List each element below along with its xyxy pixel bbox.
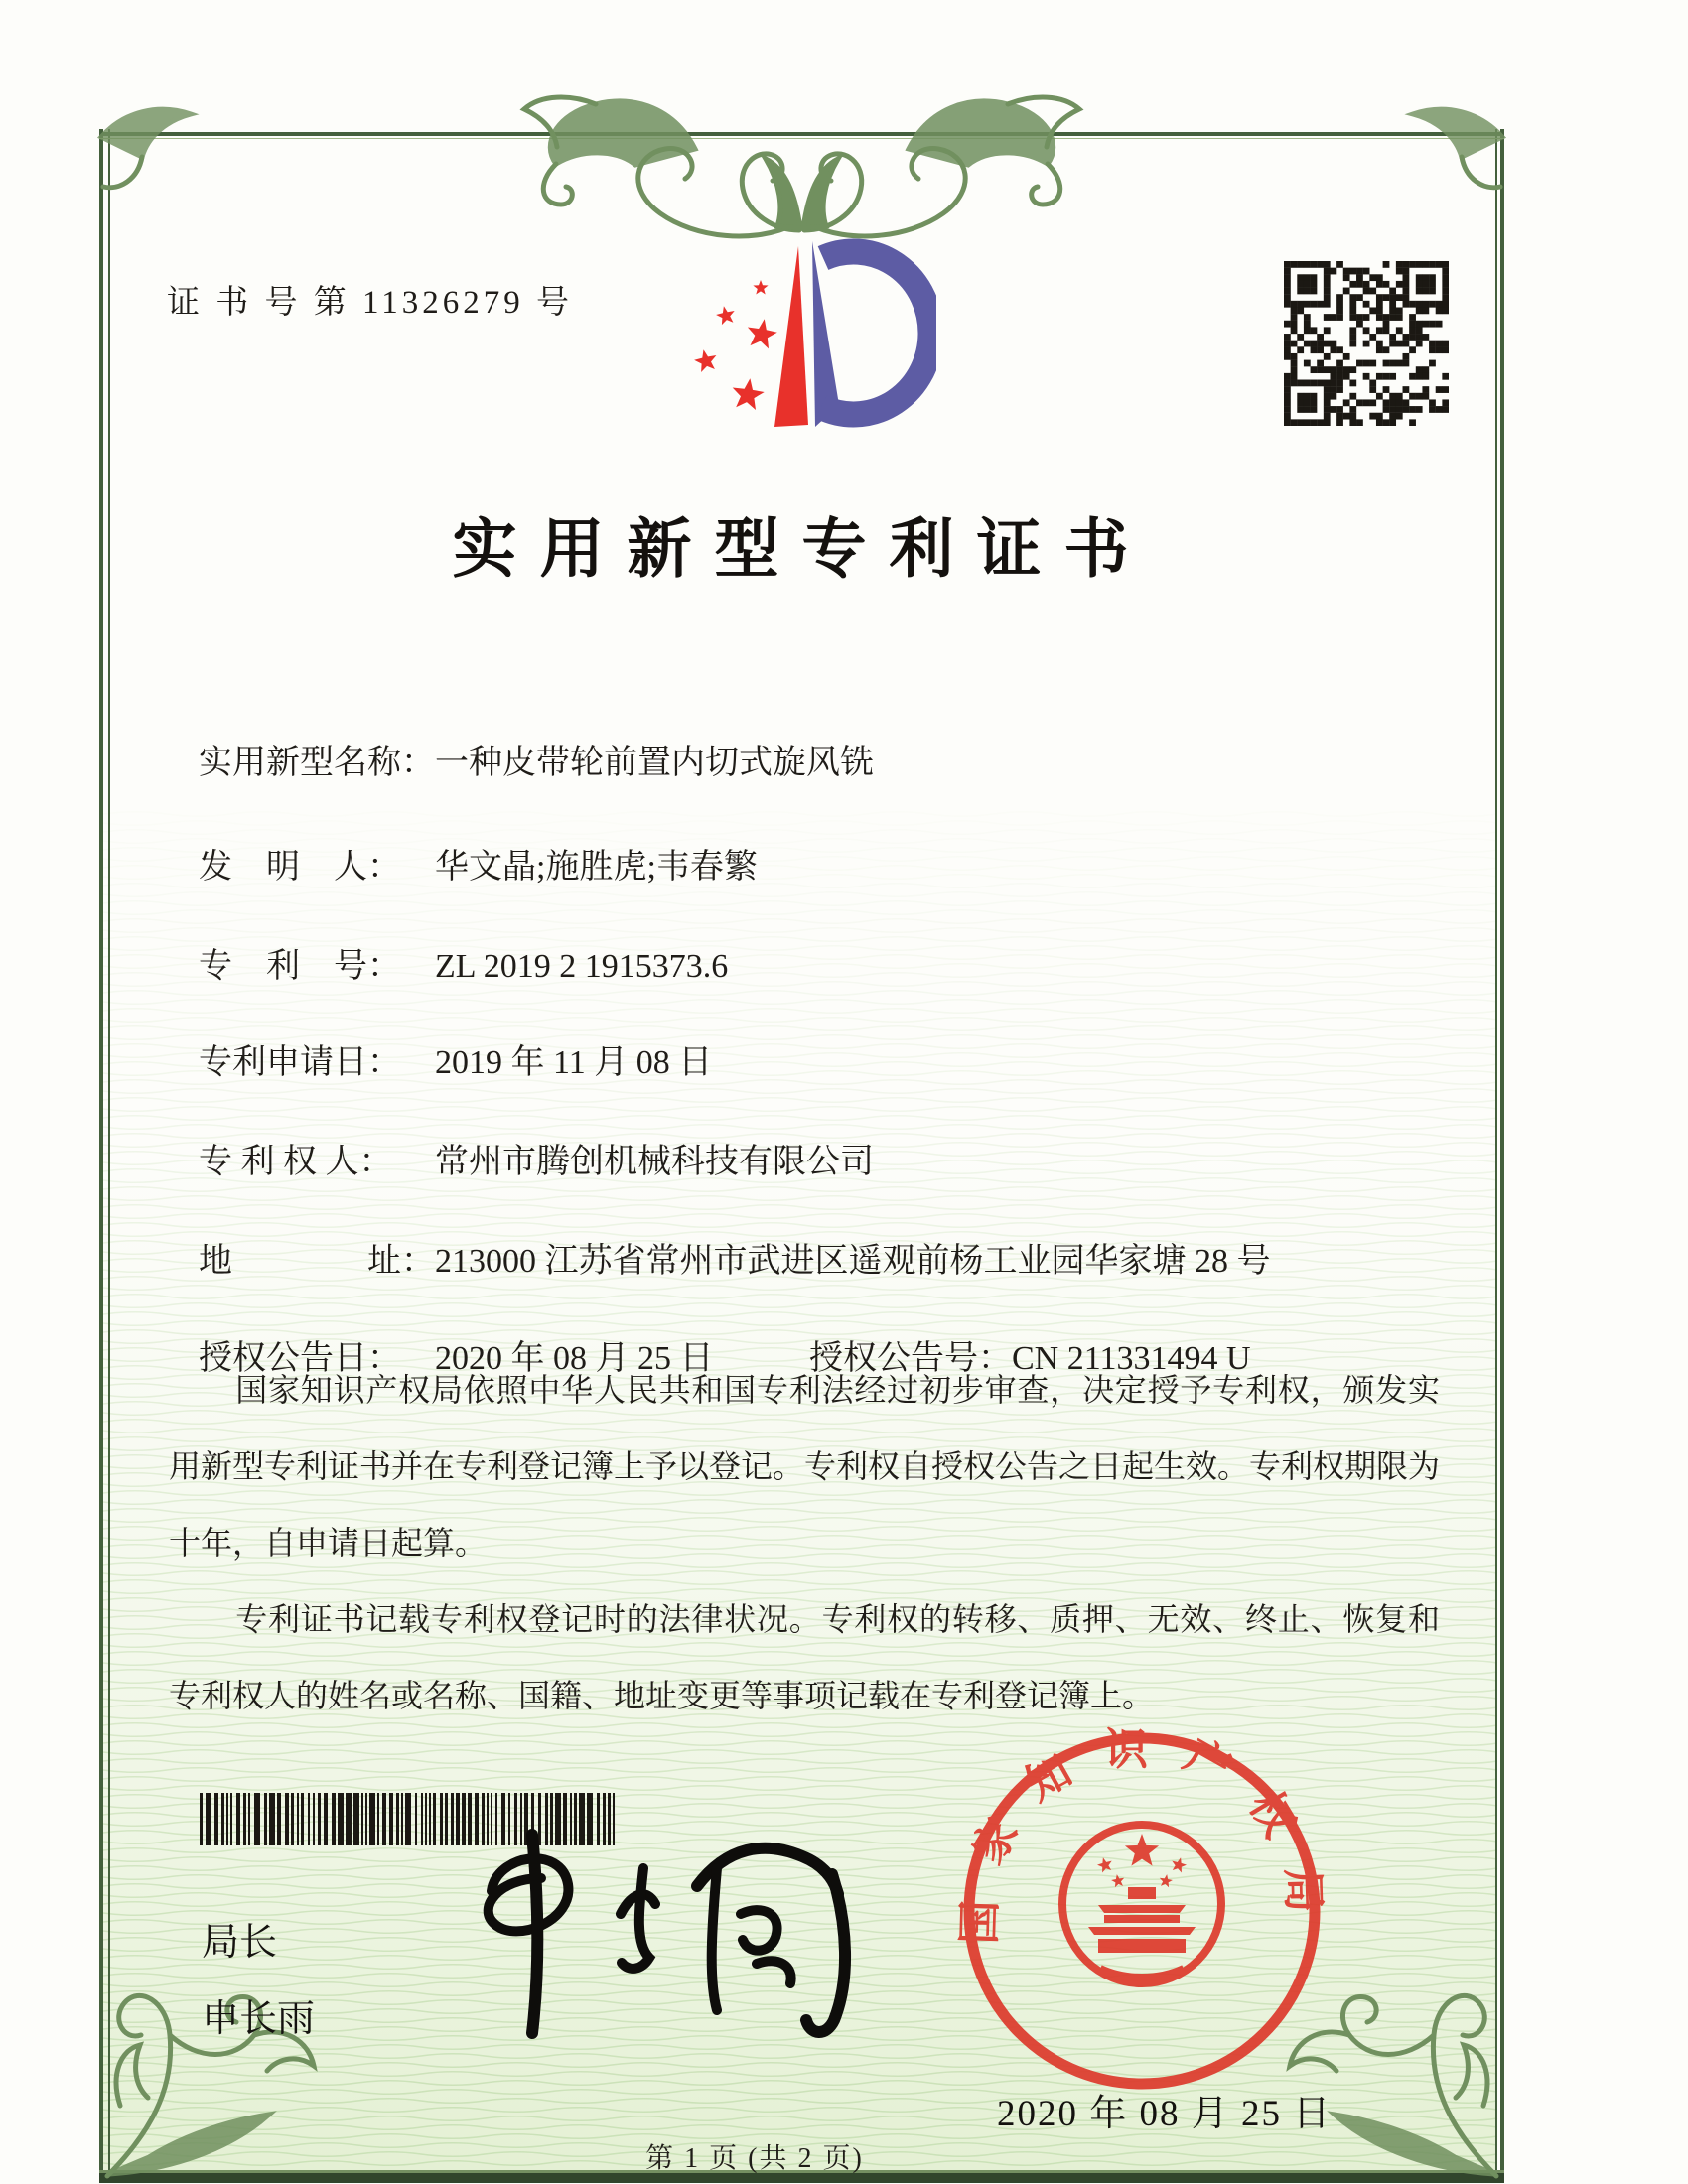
field-value: 常州市腾创机械科技有限公司	[435, 1144, 874, 1180]
national-emblem-icon	[1062, 1825, 1221, 1983]
field-label: 地 址：	[199, 1243, 435, 1280]
field-value: 213000 江苏省常州市武进区遥观前杨工业园华家塘 28 号	[435, 1243, 1271, 1280]
paragraph-grant-statement: 国家知识产权局依照中华人民共和国专利法经过初步审查，决定授予专利权，颁发实用新型专利证书并在专利登记簿上予以登记。专利权自授权公告之日起生效。专利权期限为十年，自申请日起算。	[169, 1372, 1441, 1561]
cnipa-logo-icon	[688, 236, 936, 440]
top-center-flourish-icon	[101, 97, 800, 236]
certificate-number: 证 书 号 第 11326279 号	[167, 285, 574, 321]
field-row-filing-date	[199, 1034, 712, 1082]
commissioner-name: 申长雨	[202, 1998, 316, 2040]
field-label: 授权公告日：	[199, 1340, 401, 1377]
field-value: ZL 2019 2 1915373.6	[435, 948, 729, 985]
field-value: 华文晶;施胜虎;韦春繁	[435, 849, 758, 886]
field-label: 专 利 号：	[199, 948, 401, 985]
field-label: 实用新型名称：	[199, 745, 435, 781]
commissioner-label: 局长	[202, 1922, 278, 1964]
field-value: 2019 年 11 月 08 日	[435, 1044, 713, 1081]
field-row-address	[199, 1233, 1271, 1281]
field-row-patentee	[199, 1134, 874, 1181]
field-value: 一种皮带轮前置内切式旋风铣	[435, 745, 874, 781]
footer-page-number: 第 1 页 (共 2 页)	[645, 2143, 864, 2174]
seal-date: 2020 年 08 月 25 日	[997, 2094, 1333, 2134]
signature-icon	[437, 1817, 874, 2075]
field-label: 专 利 权 人：	[199, 1144, 393, 1180]
field-label: 专利申请日：	[199, 1044, 401, 1081]
field-row-inventors	[199, 839, 758, 887]
field-row-patent-number	[199, 938, 728, 986]
certificate-title: 实用新型专利证书	[452, 514, 1152, 586]
field-label: 授权公告号：	[809, 1340, 1012, 1377]
legal-text	[169, 1352, 1440, 1734]
paragraph-register-statement: 专利证书记载专利权登记时的法律状况。专利权的转移、质押、无效、终止、恢复和专利权人的姓名或名称、国籍、地址变更等事项记载在专利登记簿上。	[169, 1601, 1440, 1713]
field-value: CN 211331494 U	[1012, 1340, 1251, 1377]
official-seal-icon	[951, 1720, 1334, 2103]
seal-text: 国家知识产权局	[954, 1725, 1330, 1945]
field-label: 发 明 人：	[199, 849, 401, 886]
field-value: 2020 年 08 月 25 日	[435, 1340, 714, 1377]
qr-code	[1284, 261, 1449, 426]
field-row-name	[199, 735, 874, 782]
